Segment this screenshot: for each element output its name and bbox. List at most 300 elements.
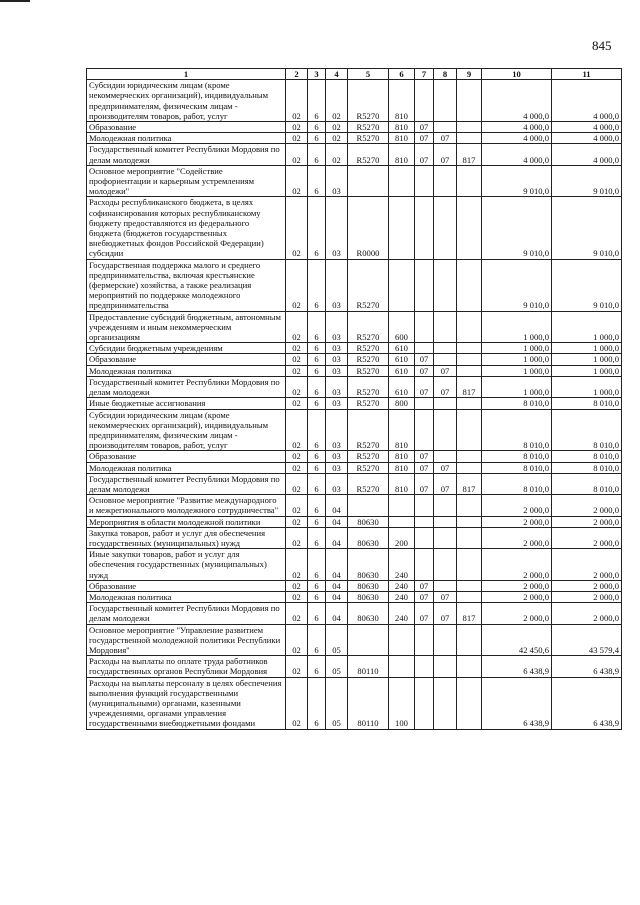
cell-amount-11: 6 438,9	[552, 677, 622, 729]
cell-code-7	[415, 80, 434, 122]
cell-code-8	[434, 549, 457, 581]
cell-code-6: 200	[389, 527, 415, 548]
table-row	[87, 409, 622, 451]
cell-code-2: 02	[286, 122, 308, 133]
cell-code-2: 02	[286, 462, 308, 473]
row-name: Государственный комитет Республики Мордовия по делам молодежи	[87, 376, 286, 397]
cell-code-2: 02	[286, 165, 308, 197]
table-row	[87, 376, 622, 397]
cell-code-8	[434, 259, 457, 311]
cell-code-9	[457, 591, 482, 602]
cell-code-3: 6	[308, 516, 326, 527]
cell-code-8	[434, 343, 457, 354]
row-name: Субсидии бюджетным учреждениям	[87, 343, 286, 354]
cell-code-2: 02	[286, 495, 308, 516]
cell-code-9	[457, 80, 482, 122]
cell-code-5: 80630	[348, 516, 389, 527]
cell-code-2: 02	[286, 259, 308, 311]
cell-code-2: 02	[286, 133, 308, 144]
cell-code-4: 04	[326, 527, 348, 548]
cell-code-4: 04	[326, 603, 348, 624]
cell-code-3: 6	[308, 259, 326, 311]
table-row	[87, 365, 622, 376]
cell-code-3: 6	[308, 495, 326, 516]
row-name: Субсидии юридическим лицам (кроме некоммерческих организаций), индивидуальным предпринимателям, физическим лицам - производителям товаров, работ, услуг	[87, 80, 286, 122]
cell-amount-11: 2 000,0	[552, 495, 622, 516]
row-name: Молодежная политика	[87, 591, 286, 602]
cell-code-2: 02	[286, 343, 308, 354]
column-header: 3	[308, 69, 326, 80]
cell-amount-11: 2 000,0	[552, 549, 622, 581]
cell-code-5: R5270	[348, 133, 389, 144]
cell-code-5: 80110	[348, 677, 389, 729]
cell-code-3: 6	[308, 376, 326, 397]
cell-code-3: 6	[308, 398, 326, 409]
cell-code-3: 6	[308, 473, 326, 494]
row-name: Расходы республиканского бюджета, в целях софинансирования которых республиканскому бюджету предоставляются из федерального бюджета (бюджетов государственных внебюджетных фондов Российской Федерации) субсидии	[87, 197, 286, 259]
cell-amount-10: 8 010,0	[482, 462, 552, 473]
cell-code-8	[434, 451, 457, 462]
table-row	[87, 259, 622, 311]
column-header: 1	[87, 69, 286, 80]
cell-amount-11: 9 010,0	[552, 197, 622, 259]
cell-code-6: 810	[389, 122, 415, 133]
row-name: Субсидии юридическим лицам (кроме некоммерческих организаций), индивидуальным предпринимателям, физическим лицам - производителям товаров, работ, услуг	[87, 409, 286, 451]
row-name: Государственный комитет Республики Мордовия по делам молодежи	[87, 473, 286, 494]
cell-amount-11: 1 000,0	[552, 354, 622, 365]
cell-code-2: 02	[286, 398, 308, 409]
cell-code-7	[415, 495, 434, 516]
cell-code-3: 6	[308, 144, 326, 165]
cell-amount-11: 8 010,0	[552, 451, 622, 462]
cell-code-5: 80630	[348, 549, 389, 581]
cell-code-8: 07	[434, 462, 457, 473]
cell-code-6	[389, 656, 415, 677]
cell-amount-11: 1 000,0	[552, 376, 622, 397]
cell-code-8	[434, 354, 457, 365]
cell-code-7: 07	[415, 473, 434, 494]
cell-code-9	[457, 122, 482, 133]
table-row	[87, 80, 622, 122]
cell-code-7: 07	[415, 591, 434, 602]
cell-amount-10: 4 000,0	[482, 144, 552, 165]
cell-code-8: 07	[434, 365, 457, 376]
column-header: 5	[348, 69, 389, 80]
table-header-row	[87, 69, 622, 80]
table-row	[87, 473, 622, 494]
row-name: Мероприятия в области молодежной политики	[87, 516, 286, 527]
cell-code-9	[457, 354, 482, 365]
cell-amount-10: 2 000,0	[482, 580, 552, 591]
cell-code-9	[457, 549, 482, 581]
cell-code-9	[457, 580, 482, 591]
cell-code-7: 07	[415, 451, 434, 462]
cell-code-5: R5270	[348, 398, 389, 409]
cell-code-9	[457, 165, 482, 197]
cell-amount-10: 4 000,0	[482, 122, 552, 133]
cell-amount-11: 9 010,0	[552, 165, 622, 197]
table-row	[87, 165, 622, 197]
cell-code-3: 6	[308, 311, 326, 343]
cell-code-9: 817	[457, 473, 482, 494]
budget-table	[86, 68, 622, 730]
column-header: 7	[415, 69, 434, 80]
cell-code-6: 810	[389, 473, 415, 494]
cell-code-7	[415, 549, 434, 581]
cell-code-4: 04	[326, 580, 348, 591]
cell-code-9	[457, 495, 482, 516]
cell-amount-11: 6 438,9	[552, 656, 622, 677]
cell-code-7: 07	[415, 144, 434, 165]
row-name: Основное мероприятие "Управление развитием государственной молодежной политики Республики Мордовия"	[87, 624, 286, 656]
cell-code-2: 02	[286, 197, 308, 259]
table-row	[87, 603, 622, 624]
cell-amount-10: 9 010,0	[482, 197, 552, 259]
cell-code-6: 240	[389, 591, 415, 602]
cell-code-9: 817	[457, 144, 482, 165]
cell-code-7: 07	[415, 122, 434, 133]
page-number: 845	[592, 38, 612, 53]
cell-code-7	[415, 311, 434, 343]
cell-code-3: 6	[308, 677, 326, 729]
column-header: 11	[552, 69, 622, 80]
cell-code-9	[457, 398, 482, 409]
cell-code-5: R5270	[348, 409, 389, 451]
cell-amount-10: 8 010,0	[482, 398, 552, 409]
cell-code-8	[434, 311, 457, 343]
row-name: Предоставление субсидий бюджетным, автономным учреждениям и иным некоммерческим организациям	[87, 311, 286, 343]
cell-code-9	[457, 462, 482, 473]
cell-amount-11: 2 000,0	[552, 516, 622, 527]
cell-code-6: 610	[389, 365, 415, 376]
cell-code-4: 02	[326, 133, 348, 144]
row-name: Основное мероприятие "Развитие международного и межрегионального молодежного сотрудничества"	[87, 495, 286, 516]
cell-code-9	[457, 527, 482, 548]
table-row	[87, 354, 622, 365]
cell-amount-11: 1 000,0	[552, 343, 622, 354]
cell-code-8	[434, 165, 457, 197]
cell-code-2: 02	[286, 311, 308, 343]
cell-code-5: R5270	[348, 311, 389, 343]
cell-code-5	[348, 624, 389, 656]
table-row	[87, 462, 622, 473]
cell-code-7: 07	[415, 365, 434, 376]
cell-amount-10: 9 010,0	[482, 259, 552, 311]
cell-code-2: 02	[286, 624, 308, 656]
cell-code-4: 05	[326, 656, 348, 677]
cell-code-5: R0000	[348, 197, 389, 259]
cell-code-5: 80110	[348, 656, 389, 677]
table-row	[87, 133, 622, 144]
column-header: 4	[326, 69, 348, 80]
cell-code-6: 610	[389, 354, 415, 365]
table-row	[87, 591, 622, 602]
cell-amount-10: 6 438,9	[482, 677, 552, 729]
table-row	[87, 656, 622, 677]
cell-code-4: 03	[326, 365, 348, 376]
cell-code-8: 07	[434, 473, 457, 494]
cell-amount-11: 1 000,0	[552, 365, 622, 376]
cell-code-8: 07	[434, 603, 457, 624]
cell-code-4: 03	[326, 462, 348, 473]
cell-code-4: 03	[326, 354, 348, 365]
cell-amount-11: 2 000,0	[552, 603, 622, 624]
cell-code-2: 02	[286, 527, 308, 548]
cell-amount-11: 2 000,0	[552, 580, 622, 591]
cell-code-7	[415, 165, 434, 197]
cell-code-7: 07	[415, 376, 434, 397]
row-name: Иные закупки товаров, работ и услуг для обеспечения государственных (муниципальных) нужд	[87, 549, 286, 581]
cell-code-3: 6	[308, 197, 326, 259]
cell-code-7: 07	[415, 133, 434, 144]
row-name: Государственный комитет Республики Мордовия по делам молодежи	[87, 603, 286, 624]
cell-code-9	[457, 624, 482, 656]
cell-code-9	[457, 409, 482, 451]
cell-code-2: 02	[286, 365, 308, 376]
cell-code-2: 02	[286, 80, 308, 122]
cell-code-3: 6	[308, 343, 326, 354]
cell-amount-10: 4 000,0	[482, 133, 552, 144]
cell-amount-10: 8 010,0	[482, 451, 552, 462]
row-name: Образование	[87, 580, 286, 591]
cell-code-4: 05	[326, 677, 348, 729]
cell-amount-10: 8 010,0	[482, 409, 552, 451]
cell-amount-10: 6 438,9	[482, 656, 552, 677]
cell-amount-11: 4 000,0	[552, 80, 622, 122]
cell-code-8	[434, 122, 457, 133]
table-row	[87, 549, 622, 581]
cell-code-2: 02	[286, 603, 308, 624]
cell-code-6	[389, 259, 415, 311]
cell-amount-10: 2 000,0	[482, 591, 552, 602]
table-row	[87, 580, 622, 591]
cell-code-8	[434, 409, 457, 451]
cell-code-8: 07	[434, 376, 457, 397]
cell-amount-10: 8 010,0	[482, 473, 552, 494]
cell-code-3: 6	[308, 354, 326, 365]
cell-code-9	[457, 259, 482, 311]
cell-code-2: 02	[286, 516, 308, 527]
cell-code-6: 800	[389, 398, 415, 409]
cell-code-4: 04	[326, 516, 348, 527]
cell-code-6: 240	[389, 549, 415, 581]
cell-code-2: 02	[286, 376, 308, 397]
cell-code-4: 04	[326, 549, 348, 581]
cell-amount-10: 1 000,0	[482, 365, 552, 376]
cell-code-5: R5270	[348, 343, 389, 354]
row-name: Расходы на выплаты персоналу в целях обеспечения выполнения функций государственными (муниципальными) органами, казенными учреждениями, органами управления государственными внебюджетными фондами	[87, 677, 286, 729]
cell-amount-11: 43 579,4	[552, 624, 622, 656]
cell-code-4: 03	[326, 197, 348, 259]
cell-code-8: 07	[434, 133, 457, 144]
cell-code-6	[389, 165, 415, 197]
row-name: Молодежная политика	[87, 365, 286, 376]
row-name: Основное мероприятие "Содействие профориентации и карьерным устремлениям молодежи"	[87, 165, 286, 197]
cell-code-8	[434, 580, 457, 591]
cell-code-5	[348, 165, 389, 197]
cell-code-5: R5270	[348, 451, 389, 462]
cell-code-9: 817	[457, 603, 482, 624]
cell-code-8	[434, 197, 457, 259]
cell-code-2: 02	[286, 144, 308, 165]
cell-code-6: 240	[389, 580, 415, 591]
cell-code-2: 02	[286, 409, 308, 451]
cell-code-9	[457, 343, 482, 354]
cell-code-9	[457, 656, 482, 677]
cell-code-3: 6	[308, 462, 326, 473]
cell-code-3: 6	[308, 549, 326, 581]
cell-code-7	[415, 516, 434, 527]
cell-amount-10: 9 010,0	[482, 165, 552, 197]
cell-amount-11: 8 010,0	[552, 398, 622, 409]
cell-code-2: 02	[286, 451, 308, 462]
cell-code-4: 03	[326, 409, 348, 451]
cell-code-3: 6	[308, 591, 326, 602]
cell-code-9	[457, 451, 482, 462]
cell-code-3: 6	[308, 165, 326, 197]
cell-code-2: 02	[286, 580, 308, 591]
cell-code-8	[434, 527, 457, 548]
cell-code-5: 80630	[348, 603, 389, 624]
cell-code-3: 6	[308, 451, 326, 462]
cell-code-8	[434, 516, 457, 527]
cell-code-5: R5270	[348, 462, 389, 473]
cell-code-4: 03	[326, 376, 348, 397]
row-name: Иные бюджетные ассигнования	[87, 398, 286, 409]
cell-code-5: R5270	[348, 80, 389, 122]
table-row	[87, 398, 622, 409]
row-name: Государственный комитет Республики Мордовия по делам молодежи	[87, 144, 286, 165]
cell-amount-11: 2 000,0	[552, 527, 622, 548]
cell-code-4: 02	[326, 122, 348, 133]
cell-code-3: 6	[308, 80, 326, 122]
cell-code-8	[434, 656, 457, 677]
cell-code-3: 6	[308, 603, 326, 624]
cell-code-2: 02	[286, 591, 308, 602]
cell-code-4: 03	[326, 473, 348, 494]
cell-code-3: 6	[308, 527, 326, 548]
cell-code-2: 02	[286, 473, 308, 494]
cell-code-8	[434, 398, 457, 409]
cell-code-3: 6	[308, 365, 326, 376]
cell-code-6: 810	[389, 144, 415, 165]
cell-code-5: R5270	[348, 354, 389, 365]
cell-code-7	[415, 527, 434, 548]
cell-code-7	[415, 409, 434, 451]
column-header: 8	[434, 69, 457, 80]
row-name: Молодежная политика	[87, 133, 286, 144]
cell-code-6: 810	[389, 409, 415, 451]
table-row	[87, 451, 622, 462]
row-name: Расходы на выплаты по оплате труда работников государственных органов Республики Мордовия	[87, 656, 286, 677]
cell-code-5: R5270	[348, 122, 389, 133]
cell-code-7	[415, 197, 434, 259]
cell-code-5: 80630	[348, 527, 389, 548]
cell-amount-11: 4 000,0	[552, 144, 622, 165]
cell-amount-11: 9 010,0	[552, 259, 622, 311]
cell-code-7	[415, 624, 434, 656]
cell-code-6: 610	[389, 343, 415, 354]
cell-amount-10: 4 000,0	[482, 80, 552, 122]
row-name: Образование	[87, 122, 286, 133]
cell-code-4: 05	[326, 624, 348, 656]
cell-code-8: 07	[434, 591, 457, 602]
cell-code-2: 02	[286, 656, 308, 677]
cell-code-7	[415, 677, 434, 729]
cell-code-9	[457, 197, 482, 259]
table-row	[87, 495, 622, 516]
cell-amount-10: 1 000,0	[482, 343, 552, 354]
cell-amount-10: 2 000,0	[482, 527, 552, 548]
row-name: Закупка товаров, работ и услуг для обеспечения государственных (муниципальных) нужд	[87, 527, 286, 548]
table-row	[87, 122, 622, 133]
table-row	[87, 343, 622, 354]
cell-amount-11: 8 010,0	[552, 462, 622, 473]
cell-code-9: 817	[457, 376, 482, 397]
cell-code-6: 600	[389, 311, 415, 343]
cell-code-4: 03	[326, 311, 348, 343]
cell-amount-10: 42 450,6	[482, 624, 552, 656]
cell-code-5: R5270	[348, 144, 389, 165]
cell-code-5: R5270	[348, 365, 389, 376]
cell-code-3: 6	[308, 656, 326, 677]
cell-code-5: R5270	[348, 259, 389, 311]
cell-code-4: 04	[326, 495, 348, 516]
cell-code-6	[389, 516, 415, 527]
cell-amount-10: 1 000,0	[482, 311, 552, 343]
cell-code-7	[415, 656, 434, 677]
cell-code-5: R5270	[348, 376, 389, 397]
cell-code-4: 03	[326, 165, 348, 197]
column-header: 9	[457, 69, 482, 80]
cell-code-4: 02	[326, 144, 348, 165]
cell-code-7: 07	[415, 354, 434, 365]
cell-code-4: 03	[326, 398, 348, 409]
cell-code-4: 03	[326, 451, 348, 462]
row-name: Образование	[87, 451, 286, 462]
column-header: 6	[389, 69, 415, 80]
cell-code-8	[434, 80, 457, 122]
cell-code-5: 80630	[348, 591, 389, 602]
cell-code-8	[434, 495, 457, 516]
cell-amount-11: 2 000,0	[552, 591, 622, 602]
table-row	[87, 677, 622, 729]
table-row	[87, 516, 622, 527]
cell-code-3: 6	[308, 133, 326, 144]
cell-code-3: 6	[308, 580, 326, 591]
cell-code-6: 810	[389, 451, 415, 462]
cell-code-9	[457, 677, 482, 729]
cell-amount-10: 2 000,0	[482, 516, 552, 527]
cell-code-6: 810	[389, 462, 415, 473]
cell-amount-10: 2 000,0	[482, 603, 552, 624]
cell-code-2: 02	[286, 549, 308, 581]
cell-code-7	[415, 259, 434, 311]
row-name: Молодежная политика	[87, 462, 286, 473]
cell-code-6: 610	[389, 376, 415, 397]
table-row	[87, 197, 622, 259]
cell-code-5	[348, 495, 389, 516]
cell-code-9	[457, 311, 482, 343]
cell-code-4: 03	[326, 343, 348, 354]
cell-code-8	[434, 677, 457, 729]
cell-code-9	[457, 133, 482, 144]
cell-code-7	[415, 343, 434, 354]
cell-code-7	[415, 398, 434, 409]
cell-code-4: 04	[326, 591, 348, 602]
cell-code-6	[389, 495, 415, 516]
cell-code-2: 02	[286, 354, 308, 365]
